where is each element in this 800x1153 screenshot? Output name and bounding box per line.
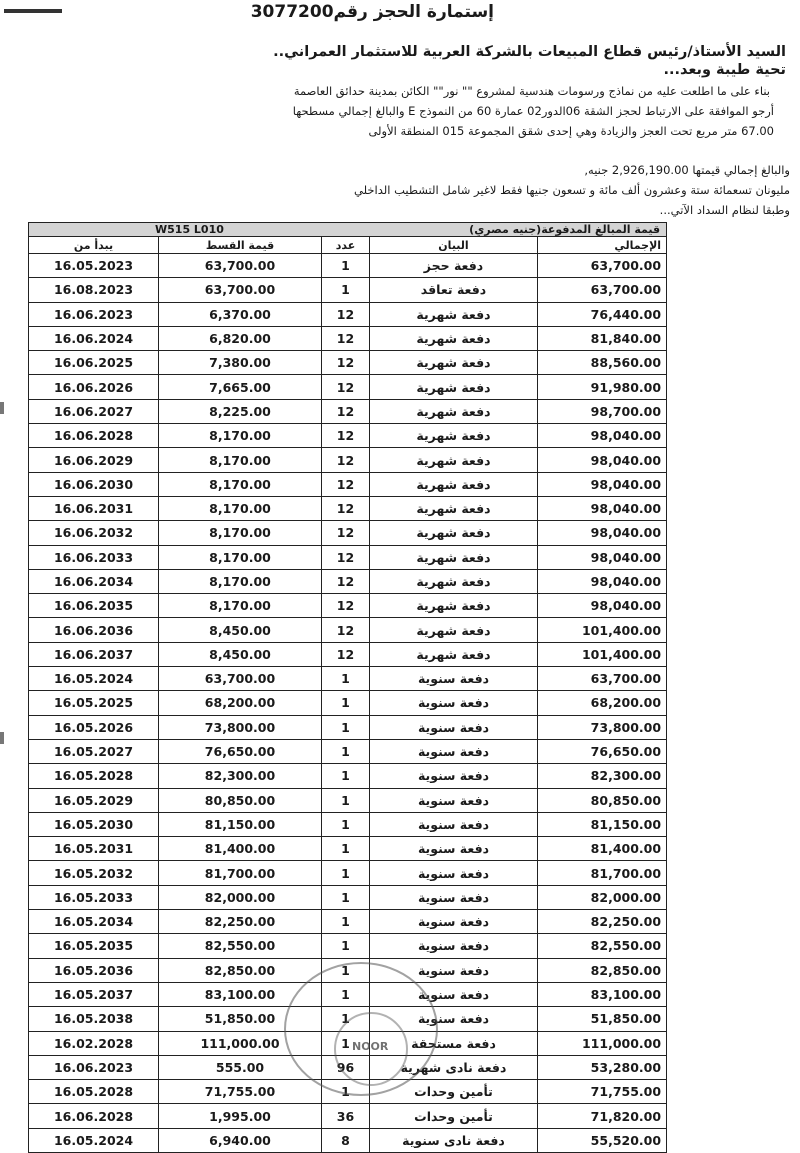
cell-description: دفعة سنوية bbox=[370, 837, 538, 861]
cell-count: 1 bbox=[322, 812, 370, 836]
cell-installment: 8,170.00 bbox=[159, 424, 322, 448]
cell-total: 98,040.00 bbox=[538, 545, 667, 569]
table-row bbox=[29, 545, 667, 569]
header-installment: قيمة القسط bbox=[159, 237, 322, 254]
cell-count: 1 bbox=[322, 254, 370, 278]
cell-total: 82,850.00 bbox=[538, 958, 667, 982]
cell-date: 16.06.2032 bbox=[29, 521, 159, 545]
cell-total: 71,820.00 bbox=[538, 1104, 667, 1128]
cell-count: 1 bbox=[322, 837, 370, 861]
cell-installment: 555.00 bbox=[159, 1055, 322, 1079]
cell-count: 8 bbox=[322, 1128, 370, 1152]
cell-description: دفعة شهرية bbox=[370, 594, 538, 618]
cell-description: دفعة شهرية bbox=[370, 424, 538, 448]
table-row bbox=[29, 812, 667, 836]
cell-description: دفعة شهرية bbox=[370, 472, 538, 496]
margin-mark bbox=[0, 402, 4, 414]
cell-installment: 83,100.00 bbox=[159, 982, 322, 1006]
table-row bbox=[29, 667, 667, 691]
stamp-text: NOOR bbox=[352, 1040, 389, 1053]
addressee-line: السيد الأستاذ/رئيس قطاع المبيعات بالشركة العربية للاستثمار العمراني.. bbox=[273, 44, 786, 60]
cell-installment: 8,170.00 bbox=[159, 521, 322, 545]
cell-description: دفعة سنوية bbox=[370, 934, 538, 958]
cell-total: 63,700.00 bbox=[538, 278, 667, 302]
cell-date: 16.05.2028 bbox=[29, 764, 159, 788]
header-count: عدد bbox=[322, 237, 370, 254]
cell-total: 111,000.00 bbox=[538, 1031, 667, 1055]
cell-date: 16.05.2031 bbox=[29, 837, 159, 861]
cell-total: 81,150.00 bbox=[538, 812, 667, 836]
cell-installment: 6,820.00 bbox=[159, 326, 322, 350]
body-line-3: 67.00 متر مربع تحت العجز والزيادة وهي إحدى شقق المجموعة 015 المنطقة الأولى bbox=[368, 124, 774, 138]
cell-total: 63,700.00 bbox=[538, 667, 667, 691]
cell-date: 16.06.2023 bbox=[29, 302, 159, 326]
cell-description: دفعة سنوية bbox=[370, 812, 538, 836]
cell-installment: 82,850.00 bbox=[159, 958, 322, 982]
cell-total: 83,100.00 bbox=[538, 982, 667, 1006]
cell-installment: 81,700.00 bbox=[159, 861, 322, 885]
cell-date: 16.05.2036 bbox=[29, 958, 159, 982]
cell-description: دفعة سنوية bbox=[370, 691, 538, 715]
cell-count: 12 bbox=[322, 351, 370, 375]
cell-date: 16.06.2035 bbox=[29, 594, 159, 618]
cell-date: 16.05.2026 bbox=[29, 715, 159, 739]
cell-count: 12 bbox=[322, 375, 370, 399]
page-title: إستمارة الحجز رقم3077200 bbox=[250, 2, 494, 22]
table-row bbox=[29, 837, 667, 861]
cell-total: 76,650.00 bbox=[538, 739, 667, 763]
cell-description: تأمين وحدات bbox=[370, 1080, 538, 1104]
cell-description: دفعة شهرية bbox=[370, 496, 538, 520]
cell-date: 16.05.2035 bbox=[29, 934, 159, 958]
cell-description: دفعة شهرية bbox=[370, 326, 538, 350]
caption-title: قيمة المبالغ المدفوعة(جنيه مصري) bbox=[469, 223, 661, 236]
cell-installment: 63,700.00 bbox=[159, 667, 322, 691]
cell-description: دفعة شهرية bbox=[370, 545, 538, 569]
cell-date: 16.02.2028 bbox=[29, 1031, 159, 1055]
table-row bbox=[29, 302, 667, 326]
cell-total: 82,000.00 bbox=[538, 885, 667, 909]
cell-date: 16.05.2033 bbox=[29, 885, 159, 909]
cell-count: 1 bbox=[322, 739, 370, 763]
cell-installment: 68,200.00 bbox=[159, 691, 322, 715]
cell-installment: 63,700.00 bbox=[159, 278, 322, 302]
cell-date: 16.05.2025 bbox=[29, 691, 159, 715]
cell-description: دفعة شهرية bbox=[370, 302, 538, 326]
cell-description: دفعة شهرية bbox=[370, 618, 538, 642]
cell-installment: 82,000.00 bbox=[159, 885, 322, 909]
cell-total: 82,300.00 bbox=[538, 764, 667, 788]
cell-description: دفعة سنوية bbox=[370, 1007, 538, 1031]
cell-date: 16.06.2025 bbox=[29, 351, 159, 375]
body-line-1: بناء على ما اطلعت عليه من نماذج ورسومات هندسية لمشروع "" نور"" الكائن بمدينة حدائق العاصمة bbox=[293, 84, 770, 98]
cell-total: 81,700.00 bbox=[538, 861, 667, 885]
cell-date: 16.06.2027 bbox=[29, 399, 159, 423]
cell-installment: 8,450.00 bbox=[159, 642, 322, 666]
cell-count: 1 bbox=[322, 1031, 370, 1055]
cell-date: 16.05.2032 bbox=[29, 861, 159, 885]
cell-total: 101,400.00 bbox=[538, 618, 667, 642]
cell-total: 71,755.00 bbox=[538, 1080, 667, 1104]
cell-total: 81,400.00 bbox=[538, 837, 667, 861]
cell-count: 12 bbox=[322, 399, 370, 423]
table-row bbox=[29, 594, 667, 618]
cell-date: 16.05.2024 bbox=[29, 667, 159, 691]
cell-date: 16.06.2030 bbox=[29, 472, 159, 496]
cell-date: 16.06.2029 bbox=[29, 448, 159, 472]
cell-count: 12 bbox=[322, 424, 370, 448]
top-rule bbox=[4, 9, 62, 13]
cell-total: 91,980.00 bbox=[538, 375, 667, 399]
table-row bbox=[29, 1128, 667, 1152]
cell-count: 1 bbox=[322, 691, 370, 715]
table-row bbox=[29, 861, 667, 885]
cell-installment: 8,170.00 bbox=[159, 594, 322, 618]
cell-count: 12 bbox=[322, 569, 370, 593]
cell-installment: 7,380.00 bbox=[159, 351, 322, 375]
cell-installment: 76,650.00 bbox=[159, 739, 322, 763]
table-caption-row bbox=[29, 223, 667, 237]
cell-installment: 8,170.00 bbox=[159, 448, 322, 472]
cell-total: 98,040.00 bbox=[538, 594, 667, 618]
cell-total: 63,700.00 bbox=[538, 254, 667, 278]
cell-description: دفعة مستحقة bbox=[370, 1031, 538, 1055]
cell-count: 12 bbox=[322, 618, 370, 642]
table-row bbox=[29, 521, 667, 545]
cell-installment: 7,665.00 bbox=[159, 375, 322, 399]
cell-count: 36 bbox=[322, 1104, 370, 1128]
cell-date: 16.08.2023 bbox=[29, 278, 159, 302]
cell-date: 16.06.2034 bbox=[29, 569, 159, 593]
cell-description: دفعة سنوية bbox=[370, 739, 538, 763]
cell-description: دفعة سنوية bbox=[370, 861, 538, 885]
cell-total: 98,040.00 bbox=[538, 472, 667, 496]
cell-description: دفعة شهرية bbox=[370, 569, 538, 593]
cell-date: 16.05.2028 bbox=[29, 1080, 159, 1104]
cell-total: 82,550.00 bbox=[538, 934, 667, 958]
cell-count: 1 bbox=[322, 982, 370, 1006]
cell-date: 16.05.2037 bbox=[29, 982, 159, 1006]
cell-installment: 82,550.00 bbox=[159, 934, 322, 958]
cell-description: دفعة شهرية bbox=[370, 521, 538, 545]
cell-count: 12 bbox=[322, 521, 370, 545]
cell-count: 12 bbox=[322, 326, 370, 350]
table-row bbox=[29, 424, 667, 448]
cell-description: دفعة شهرية bbox=[370, 399, 538, 423]
cell-description: دفعة سنوية bbox=[370, 885, 538, 909]
table-row bbox=[29, 691, 667, 715]
cell-description: دفعة سنوية bbox=[370, 982, 538, 1006]
cell-count: 12 bbox=[322, 302, 370, 326]
table-row bbox=[29, 1104, 667, 1128]
table-row bbox=[29, 375, 667, 399]
cell-installment: 82,250.00 bbox=[159, 910, 322, 934]
cell-count: 12 bbox=[322, 448, 370, 472]
table-row bbox=[29, 885, 667, 909]
cell-description: تأمين وحدات bbox=[370, 1104, 538, 1128]
header-total: الإجمالي bbox=[538, 237, 667, 254]
cell-date: 16.06.2036 bbox=[29, 618, 159, 642]
cell-installment: 111,000.00 bbox=[159, 1031, 322, 1055]
cell-count: 1 bbox=[322, 1007, 370, 1031]
cell-description: دفعة سنوية bbox=[370, 910, 538, 934]
cell-description: دفعة سنوية bbox=[370, 788, 538, 812]
body-line-6: وطبقا لنظام السداد الآتي... bbox=[659, 203, 790, 217]
cell-description: دفعة شهرية bbox=[370, 642, 538, 666]
cell-installment: 73,800.00 bbox=[159, 715, 322, 739]
cell-count: 1 bbox=[322, 715, 370, 739]
cell-total: 98,040.00 bbox=[538, 521, 667, 545]
table-row bbox=[29, 910, 667, 934]
margin-mark bbox=[0, 732, 4, 744]
cell-count: 1 bbox=[322, 788, 370, 812]
cell-total: 81,840.00 bbox=[538, 326, 667, 350]
table-row bbox=[29, 448, 667, 472]
cell-total: 98,040.00 bbox=[538, 448, 667, 472]
cell-date: 16.06.2037 bbox=[29, 642, 159, 666]
header-description: البيان bbox=[370, 237, 538, 254]
cell-count: 1 bbox=[322, 910, 370, 934]
cell-count: 12 bbox=[322, 496, 370, 520]
cell-count: 1 bbox=[322, 958, 370, 982]
cell-installment: 81,150.00 bbox=[159, 812, 322, 836]
cell-count: 96 bbox=[322, 1055, 370, 1079]
table-row bbox=[29, 254, 667, 278]
cell-installment: 8,170.00 bbox=[159, 496, 322, 520]
cell-count: 12 bbox=[322, 472, 370, 496]
header-date: يبدأ من bbox=[29, 237, 159, 254]
table-row bbox=[29, 496, 667, 520]
cell-description: دفعة نادى سنوية bbox=[370, 1128, 538, 1152]
cell-installment: 82,300.00 bbox=[159, 764, 322, 788]
cell-date: 16.05.2027 bbox=[29, 739, 159, 763]
greeting-line: تحية طيبة وبعد... bbox=[663, 62, 786, 78]
cell-date: 16.06.2028 bbox=[29, 1104, 159, 1128]
cell-count: 12 bbox=[322, 594, 370, 618]
cell-count: 1 bbox=[322, 1080, 370, 1104]
cell-installment: 80,850.00 bbox=[159, 788, 322, 812]
table-row bbox=[29, 739, 667, 763]
cell-installment: 8,225.00 bbox=[159, 399, 322, 423]
cell-installment: 8,170.00 bbox=[159, 472, 322, 496]
cell-count: 1 bbox=[322, 885, 370, 909]
cell-description: دفعة تعاقد bbox=[370, 278, 538, 302]
cell-total: 68,200.00 bbox=[538, 691, 667, 715]
table-row bbox=[29, 472, 667, 496]
cell-date: 16.05.2023 bbox=[29, 254, 159, 278]
cell-installment: 51,850.00 bbox=[159, 1007, 322, 1031]
cell-total: 98,040.00 bbox=[538, 569, 667, 593]
cell-total: 98,040.00 bbox=[538, 424, 667, 448]
cell-count: 12 bbox=[322, 545, 370, 569]
table-row bbox=[29, 715, 667, 739]
cell-total: 98,040.00 bbox=[538, 496, 667, 520]
cell-description: دفعة شهرية bbox=[370, 351, 538, 375]
cell-total: 98,700.00 bbox=[538, 399, 667, 423]
cell-total: 73,800.00 bbox=[538, 715, 667, 739]
cell-description: دفعة سنوية bbox=[370, 715, 538, 739]
cell-date: 16.05.2038 bbox=[29, 1007, 159, 1031]
table-header-row bbox=[29, 237, 667, 254]
cell-installment: 8,170.00 bbox=[159, 569, 322, 593]
table-caption bbox=[29, 223, 667, 237]
table-row bbox=[29, 788, 667, 812]
cell-count: 1 bbox=[322, 278, 370, 302]
cell-installment: 1,995.00 bbox=[159, 1104, 322, 1128]
cell-date: 16.05.2034 bbox=[29, 910, 159, 934]
body-line-2: أرجو الموافقة على الارتباط لحجز الشقة 06الدور02 عمارة 60 من النموذج E والبالغ إجمالي مسطحها bbox=[292, 104, 774, 118]
cell-total: 51,850.00 bbox=[538, 1007, 667, 1031]
cell-description: دفعة شهرية bbox=[370, 448, 538, 472]
cell-description: دفعة نادى شهرية bbox=[370, 1055, 538, 1079]
cell-count: 1 bbox=[322, 667, 370, 691]
cell-description: دفعة سنوية bbox=[370, 958, 538, 982]
cell-installment: 8,170.00 bbox=[159, 545, 322, 569]
cell-date: 16.05.2030 bbox=[29, 812, 159, 836]
table-row bbox=[29, 569, 667, 593]
cell-description: دفعة شهرية bbox=[370, 375, 538, 399]
cell-total: 82,250.00 bbox=[538, 910, 667, 934]
cell-total: 101,400.00 bbox=[538, 642, 667, 666]
cell-total: 76,440.00 bbox=[538, 302, 667, 326]
cell-installment: 63,700.00 bbox=[159, 254, 322, 278]
cell-count: 1 bbox=[322, 861, 370, 885]
table-row bbox=[29, 642, 667, 666]
unit-codes: W515 L010 bbox=[155, 223, 224, 236]
table-row bbox=[29, 351, 667, 375]
cell-date: 16.05.2029 bbox=[29, 788, 159, 812]
cell-date: 16.06.2023 bbox=[29, 1055, 159, 1079]
cell-date: 16.05.2024 bbox=[29, 1128, 159, 1152]
cell-date: 16.06.2024 bbox=[29, 326, 159, 350]
cell-total: 55,520.00 bbox=[538, 1128, 667, 1152]
cell-total: 53,280.00 bbox=[538, 1055, 667, 1079]
cell-description: دفعة حجز bbox=[370, 254, 538, 278]
cell-date: 16.06.2026 bbox=[29, 375, 159, 399]
table-row bbox=[29, 764, 667, 788]
cell-count: 12 bbox=[322, 642, 370, 666]
table-row bbox=[29, 399, 667, 423]
cell-installment: 6,370.00 bbox=[159, 302, 322, 326]
table-row bbox=[29, 934, 667, 958]
body-line-4: والبالغ إجمالي قيمتها 2,926,190.00 جنيه, bbox=[584, 163, 790, 177]
table-row bbox=[29, 278, 667, 302]
cell-date: 16.06.2031 bbox=[29, 496, 159, 520]
body-line-5: مليونان تسعمائة ستة وعشرون ألف مائة و تسعون جنيها فقط لاغير شامل التشطيب الداخلي bbox=[354, 183, 790, 197]
cell-description: دفعة سنوية bbox=[370, 764, 538, 788]
cell-count: 1 bbox=[322, 934, 370, 958]
cell-installment: 8,450.00 bbox=[159, 618, 322, 642]
cell-description: دفعة سنوية bbox=[370, 667, 538, 691]
cell-count: 1 bbox=[322, 764, 370, 788]
cell-installment: 81,400.00 bbox=[159, 837, 322, 861]
cell-installment: 71,755.00 bbox=[159, 1080, 322, 1104]
cell-date: 16.06.2028 bbox=[29, 424, 159, 448]
table-row bbox=[29, 326, 667, 350]
cell-date: 16.06.2033 bbox=[29, 545, 159, 569]
cell-total: 88,560.00 bbox=[538, 351, 667, 375]
cell-total: 80,850.00 bbox=[538, 788, 667, 812]
table-row bbox=[29, 618, 667, 642]
cell-installment: 6,940.00 bbox=[159, 1128, 322, 1152]
